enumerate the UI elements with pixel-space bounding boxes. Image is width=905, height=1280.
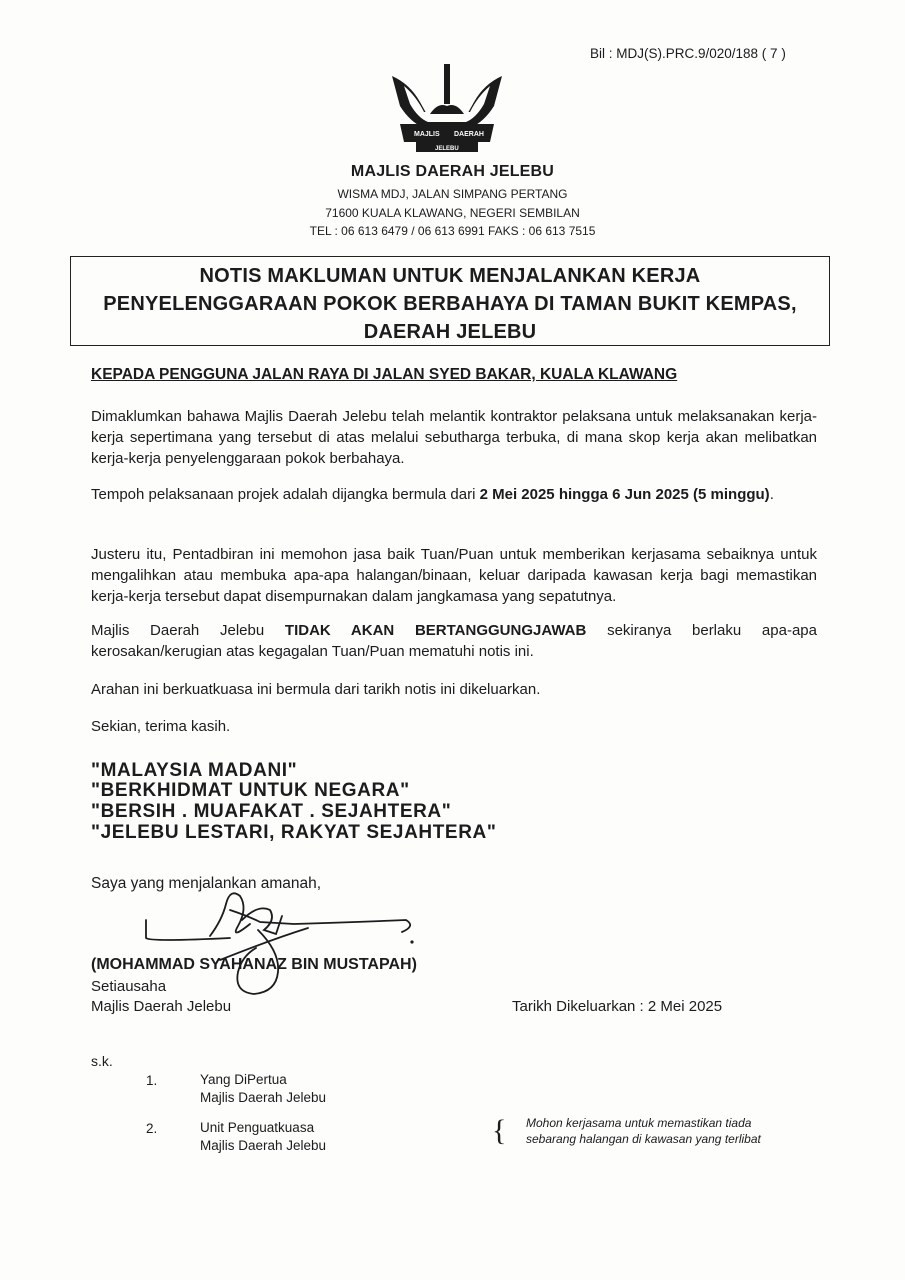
paragraph-duration xyxy=(91,484,817,505)
council-logo xyxy=(390,62,504,154)
slogan-line: "JELEBU LESTARI, RAKYAT SEJAHTERA" xyxy=(91,822,497,843)
paragraph-liability xyxy=(91,620,817,662)
paragraph-appointment: Dimaklumkan bahawa Majlis Daerah Jelebu telah melantik kontraktor pelaksana untuk melaksanakan kerja-kerja sepertimana yang tersebut di atas melalui sebutharga terbuka, di mana skop kerja akan melibatkan kerja-kerja penyelenggaraan pokok berbahaya. xyxy=(91,408,817,467)
issue-date: Tarikh Dikeluarkan : 2 Mei 2025 xyxy=(512,998,723,1015)
address-line-1: WISMA MDJ, JALAN SIMPANG PERTANG xyxy=(337,187,568,201)
liability-text-end: sekiranya berlaku apa-apa kerosakan/kerugian atas kegagalan Tuan/Puan mematuhi notis ini. xyxy=(91,622,817,660)
cc-label: s.k. xyxy=(91,1053,113,1069)
svg-text:MAJLIS: MAJLIS xyxy=(414,131,440,138)
signer-name: (MOHAMMAD SYAHANAZ BIN MUSTAPAH) xyxy=(91,956,417,973)
notice-title-line-3: DAERAH JELEBU xyxy=(363,321,537,343)
cc-item-recipient: Unit Penguatkuasa xyxy=(200,1120,315,1135)
cc-note-line-2: sebarang halangan di kawasan yang terlibat xyxy=(526,1132,761,1146)
paragraph-effective: Arahan ini berkuatkuasa ini bermula dari tarikh notis ini dikeluarkan. xyxy=(91,681,541,698)
cc-item-number: 1. xyxy=(146,1073,158,1088)
notice-title-line-1: NOTIS MAKLUMAN UNTUK MENJALANKAN KERJA xyxy=(199,265,701,287)
closing-phrase: Saya yang menjalankan amanah, xyxy=(91,875,322,892)
handwritten-signature xyxy=(130,880,430,1000)
cc-item-recipient: Yang DiPertua xyxy=(200,1072,287,1087)
slogan-line: "MALAYSIA MADANI" xyxy=(91,760,298,781)
svg-text:DAERAH: DAERAH xyxy=(454,131,484,138)
liability-text-start: Majlis Daerah Jelebu xyxy=(91,622,285,639)
paragraph-thanks: Sekian, terima kasih. xyxy=(91,718,231,735)
reference-number: Bil : MDJ(S).PRC.9/020/188 ( 7 ) xyxy=(590,46,786,61)
notice-title-box xyxy=(70,256,830,346)
duration-end: . xyxy=(769,486,774,503)
paragraph-cooperation: Justeru itu, Pentadbiran ini memohon jasa baik Tuan/Puan untuk memberikan kerjasama sebaiknya untuk mengalihkan atau membuka apa-apa halangan/binaan, keluar daripada kawasan kerja bagi memastikan kerja-kerja tersebut dapat disempurnakan dalam jangkamasa yang sepatutnya. xyxy=(91,546,817,605)
curly-brace: { xyxy=(492,1114,507,1147)
cc-item-number: 2. xyxy=(146,1121,158,1136)
signer-organisation: Majlis Daerah Jelebu xyxy=(91,998,232,1015)
cc-note-line-1: Mohon kerjasama untuk memastikan tiada xyxy=(526,1116,752,1130)
liability-emphasis: TIDAK AKAN BERTANGGUNGJAWAB xyxy=(284,622,587,639)
phone-fax-line: TEL : 06 613 6479 / 06 613 6991 FAKS : 06 613 7515 xyxy=(309,224,596,238)
notice-title-line-2: PENYELENGGARAAN POKOK BERBAHAYA DI TAMAN BUKIT KEMPAS, xyxy=(103,293,797,315)
signer-position: Setiausaha xyxy=(91,978,167,995)
slogan-line: "BERSIH . MUAFAKAT . SEJAHTERA" xyxy=(91,801,452,822)
recipient-heading: KEPADA PENGGUNA JALAN RAYA DI JALAN SYED BAKAR, KUALA KLAWANG xyxy=(91,366,678,383)
duration-dates: 2 Mei 2025 hingga 6 Jun 2025 (5 minggu) xyxy=(479,486,770,503)
organisation-name: MAJLIS DAERAH JELEBU xyxy=(350,163,555,180)
cc-item-organisation: Majlis Daerah Jelebu xyxy=(200,1090,327,1105)
cc-item-organisation: Majlis Daerah Jelebu xyxy=(200,1138,327,1153)
slogan-line: "BERKHIDMAT UNTUK NEGARA" xyxy=(91,780,410,801)
address-line-2: 71600 KUALA KLAWANG, NEGERI SEMBILAN xyxy=(325,206,580,220)
svg-text:JELEBU: JELEBU xyxy=(435,146,459,152)
duration-text: Tempoh pelaksanaan projek adalah dijangka bermula dari xyxy=(91,486,480,503)
